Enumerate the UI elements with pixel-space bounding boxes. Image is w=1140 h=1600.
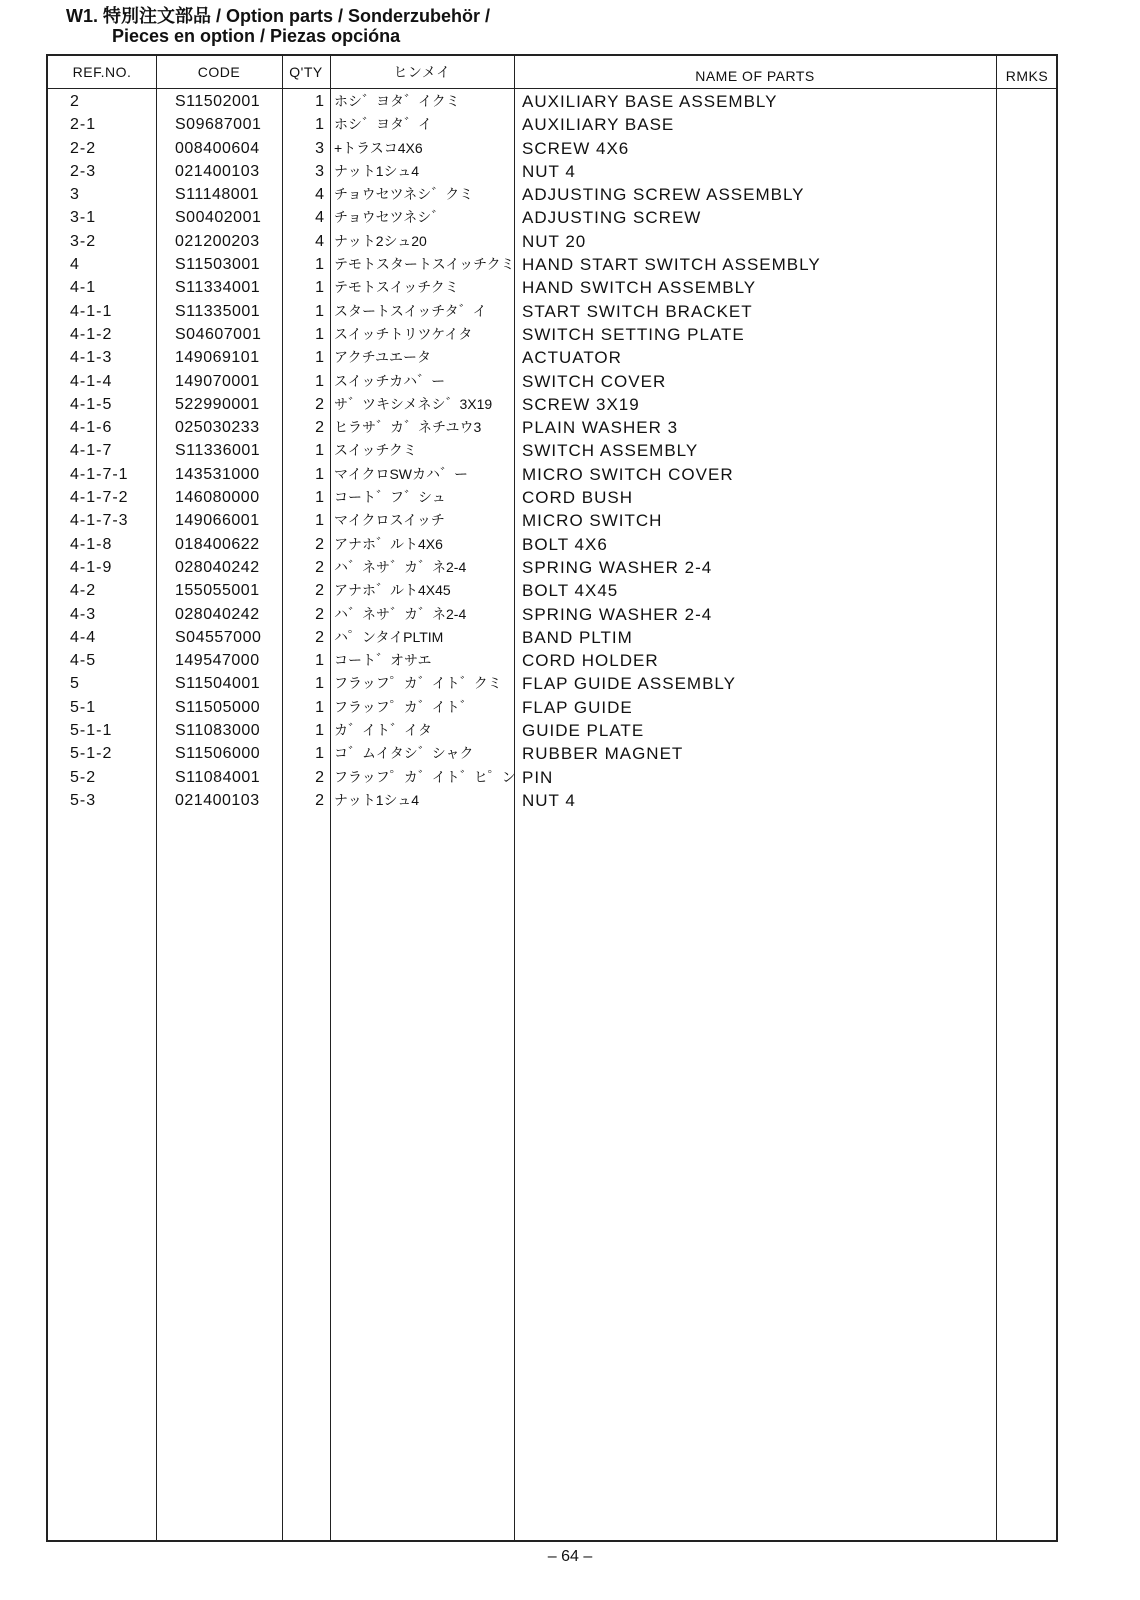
part-name-cell: PIN: [522, 767, 554, 787]
table-row: [48, 416, 1056, 439]
table-row: [48, 370, 1056, 393]
kana-name-cell: スタートスイッチタ゛イ: [334, 302, 487, 319]
ref-no-cell: 2: [70, 93, 80, 110]
table-row: [48, 230, 1056, 253]
ref-no-cell: 2-1: [70, 116, 97, 134]
ref-no-cell: 4-1-1: [70, 302, 113, 320]
part-name-cell: AUXILIARY BASE ASSEMBLY: [522, 92, 778, 111]
header-rmks: RMKS: [1005, 68, 1049, 84]
ref-no-cell: 2-2: [70, 139, 97, 157]
table-row: [48, 486, 1056, 509]
code-cell: S11505000: [175, 698, 261, 716]
qty-cell: 1: [315, 372, 324, 390]
qty-cell: 1: [315, 489, 324, 507]
qty-cell: 1: [315, 465, 324, 483]
parts-table: [46, 54, 1058, 1542]
table-row: [48, 206, 1056, 229]
table-row: [48, 90, 1056, 113]
ref-no-cell: 4-1-4: [70, 372, 113, 390]
code-cell: 025030233: [175, 419, 260, 437]
table-row: [48, 137, 1056, 160]
ref-no-cell: 2-3: [70, 162, 97, 180]
code-cell: 149069101: [175, 349, 260, 367]
qty-cell: 2: [315, 582, 324, 600]
code-cell: S11336001: [175, 442, 261, 460]
kana-name-cell: +トラスコ4X6: [334, 139, 423, 156]
table-row: [48, 393, 1056, 416]
table-row: [48, 626, 1056, 649]
code-cell: S11335001: [175, 302, 261, 320]
ref-no-cell: 4-2: [70, 582, 97, 600]
part-name-cell: SPRING WASHER 2-4: [522, 557, 713, 577]
header-ref: REF.NO.: [72, 64, 132, 80]
qty-cell: 1: [315, 279, 324, 297]
ref-no-cell: 4-3: [70, 605, 97, 623]
part-name-cell: SWITCH COVER: [522, 371, 667, 391]
table-row: [48, 183, 1056, 206]
qty-cell: 1: [315, 349, 324, 367]
qty-cell: 1: [315, 302, 324, 320]
part-name-cell: CORD BUSH: [522, 488, 634, 508]
code-cell: 522990001: [175, 395, 260, 413]
code-cell: 149066001: [175, 512, 260, 530]
part-name-cell: SWITCH ASSEMBLY: [522, 441, 699, 461]
page-title: [66, 6, 490, 46]
ref-no-cell: 4-1-7-1: [70, 465, 129, 483]
kana-name-cell: テモトスタートスイッチクミ: [334, 256, 515, 273]
table-row: [48, 509, 1056, 532]
table-row: [48, 253, 1056, 276]
qty-cell: 4: [315, 186, 324, 204]
part-name-cell: CORD HOLDER: [522, 651, 659, 671]
qty-cell: 1: [315, 442, 324, 460]
ref-no-cell: 4-1-5: [70, 395, 113, 413]
kana-name-cell: ヒラサ゛カ゛ネチユウ3: [334, 419, 482, 436]
part-name-cell: FLAP GUIDE ASSEMBLY: [522, 674, 736, 694]
qty-cell: 1: [315, 698, 324, 716]
part-name-cell: MICRO SWITCH: [522, 511, 663, 531]
table-row: [48, 579, 1056, 602]
qty-cell: 2: [315, 628, 324, 646]
header-code: CODE: [197, 64, 241, 80]
kana-name-cell: コート゛フ゛シュ: [334, 489, 446, 506]
qty-cell: 2: [315, 558, 324, 576]
table-row: [48, 300, 1056, 323]
ref-no-cell: 5-1: [70, 698, 97, 716]
table-row: [48, 346, 1056, 369]
code-cell: S04607001: [175, 325, 262, 343]
table-row: [48, 160, 1056, 183]
table-body: [48, 90, 1056, 812]
table-row: [48, 276, 1056, 299]
kana-name-cell: フラッフ゜カ゛イト゛ヒ゜ン: [334, 768, 516, 785]
qty-cell: 2: [315, 768, 324, 786]
part-name-cell: SCREW 4X6: [522, 138, 630, 158]
ref-no-cell: 4-1-7-2: [70, 489, 129, 507]
table-row: [48, 533, 1056, 556]
table-row: [48, 789, 1056, 812]
part-name-cell: ACTUATOR: [522, 348, 622, 368]
part-name-cell: MICRO SWITCH COVER: [522, 464, 734, 484]
table-row: [48, 766, 1056, 789]
part-name-cell: BAND PLTIM: [522, 627, 633, 647]
qty-cell: 1: [315, 512, 324, 530]
qty-cell: 3: [315, 139, 324, 157]
kana-name-cell: アクチユエータ: [334, 349, 432, 366]
ref-no-cell: 4-1-7-3: [70, 512, 129, 530]
ref-no-cell: 4-1-8: [70, 535, 113, 553]
ref-no-cell: 4-1-3: [70, 349, 113, 367]
qty-cell: 1: [315, 93, 324, 110]
qty-cell: 1: [315, 722, 324, 740]
table-row: [48, 696, 1056, 719]
part-name-cell: ADJUSTING SCREW: [522, 208, 702, 228]
table-row: [48, 649, 1056, 672]
qty-cell: 2: [315, 395, 324, 413]
code-cell: 021400103: [175, 791, 260, 809]
code-cell: 018400622: [175, 535, 260, 553]
kana-name-cell: コ゛ムイタシ゛シャク: [334, 745, 474, 762]
code-cell: S11502001: [175, 93, 261, 110]
ref-no-cell: 4-1: [70, 279, 97, 297]
kana-name-cell: ハ゛ネサ゛カ゛ネ2-4: [334, 605, 467, 622]
code-cell: S09687001: [175, 116, 262, 134]
part-name-cell: START SWITCH BRACKET: [522, 301, 753, 321]
header-divider: [48, 88, 1056, 89]
part-name-cell: NUT 20: [522, 231, 587, 251]
kana-name-cell: スイッチカハ゛ー: [334, 372, 446, 389]
part-name-cell: SWITCH SETTING PLATE: [522, 324, 745, 344]
part-name-cell: HAND SWITCH ASSEMBLY: [522, 278, 757, 298]
kana-name-cell: ナット2シュ20: [334, 232, 427, 249]
ref-no-cell: 5: [70, 675, 80, 693]
ref-no-cell: 3-1: [70, 209, 97, 227]
kana-name-cell: マイクロスイッチ: [334, 512, 445, 529]
kana-name-cell: アナホ゛ルト4X45: [334, 582, 451, 599]
part-name-cell: AUXILIARY BASE: [522, 115, 675, 135]
kana-name-cell: マイクロSWカハ゛ー: [334, 465, 468, 482]
code-cell: S11084001: [175, 768, 261, 786]
part-name-cell: GUIDE PLATE: [522, 721, 645, 741]
code-cell: 149070001: [175, 372, 260, 390]
qty-cell: 1: [315, 652, 324, 670]
kana-name-cell: テモトスイッチクミ: [334, 279, 459, 296]
table-row: [48, 113, 1056, 136]
kana-name-cell: アナホ゛ルト4X6: [334, 535, 443, 552]
header-kana: ヒンメイ: [393, 64, 451, 80]
code-cell: 146080000: [175, 489, 260, 507]
code-cell: 028040242: [175, 558, 260, 576]
code-cell: S11504001: [175, 675, 261, 693]
kana-name-cell: ホシ゛ヨタ゛イ: [334, 116, 432, 133]
table-row: [48, 323, 1056, 346]
qty-cell: 1: [315, 745, 324, 763]
qty-cell: 3: [315, 162, 324, 180]
title-line-1: W1. 特別注文部品 / Option parts / Sonderzubehör /: [66, 6, 491, 26]
ref-no-cell: 3-2: [70, 232, 97, 250]
ref-no-cell: 4-5: [70, 652, 97, 670]
part-name-cell: SCREW 3X19: [522, 394, 640, 414]
kana-name-cell: ハ゜ンタイPLTIM: [334, 628, 444, 645]
ref-no-cell: 4-1-9: [70, 558, 113, 576]
kana-name-cell: ホシ゛ヨタ゛イクミ: [334, 93, 460, 109]
kana-name-cell: コート゛オサエ: [334, 652, 432, 669]
table-row: [48, 603, 1056, 626]
part-name-cell: RUBBER MAGNET: [522, 744, 684, 764]
code-cell: S04557000: [175, 628, 262, 646]
kana-name-cell: チョウセツネシ゛: [334, 209, 446, 226]
part-name-cell: NUT 4: [522, 790, 576, 810]
kana-name-cell: ナット1シュ4: [334, 791, 420, 808]
page-number: – 64 –: [547, 1548, 593, 1565]
qty-cell: 4: [315, 209, 324, 227]
qty-cell: 2: [315, 535, 324, 553]
ref-no-cell: 4: [70, 256, 80, 274]
part-name-cell: SPRING WASHER 2-4: [522, 604, 713, 624]
ref-no-cell: 5-2: [70, 768, 97, 786]
title-line-2: Pieces en option / Piezas opcióna: [112, 26, 401, 46]
qty-cell: 4: [315, 232, 324, 250]
ref-no-cell: 4-1-6: [70, 419, 113, 437]
part-name-cell: ADJUSTING SCREW ASSEMBLY: [522, 185, 805, 205]
table-row: [48, 742, 1056, 765]
part-name-cell: NUT 4: [522, 161, 576, 181]
qty-cell: 1: [315, 116, 324, 134]
kana-name-cell: チョウセツネシ゛クミ: [334, 186, 474, 203]
kana-name-cell: ナット1シュ4: [334, 162, 420, 179]
ref-no-cell: 4-1-7: [70, 442, 113, 460]
kana-name-cell: スイッチトリツケイタ: [334, 325, 473, 342]
code-cell: 155055001: [175, 582, 260, 600]
kana-name-cell: カ゛イト゛イタ: [334, 722, 432, 739]
part-name-cell: FLAP GUIDE: [522, 697, 633, 717]
header-name: NAME OF PARTS: [695, 68, 815, 84]
code-cell: S11148001: [175, 186, 259, 204]
table-row: [48, 463, 1056, 486]
kana-name-cell: スイッチクミ: [334, 442, 417, 459]
part-name-cell: PLAIN WASHER 3: [522, 418, 679, 438]
kana-name-cell: フラッフ゜カ゛イト゛クミ: [334, 675, 502, 692]
table-row: [48, 556, 1056, 579]
qty-cell: 2: [315, 791, 324, 809]
qty-cell: 1: [315, 256, 324, 274]
code-cell: S11503001: [175, 256, 261, 274]
header-qty: Q'TY: [289, 64, 323, 80]
ref-no-cell: 5-1-1: [70, 722, 113, 740]
code-cell: 021200203: [175, 232, 260, 250]
qty-cell: 1: [315, 325, 324, 343]
code-cell: 143531000: [175, 465, 260, 483]
code-cell: S00402001: [175, 209, 262, 227]
table-row: [48, 439, 1056, 462]
code-cell: 149547000: [175, 652, 260, 670]
code-cell: 021400103: [175, 162, 260, 180]
qty-cell: 1: [315, 675, 324, 693]
table-row: [48, 672, 1056, 695]
code-cell: S11083000: [175, 722, 261, 740]
part-name-cell: BOLT 4X45: [522, 581, 619, 601]
ref-no-cell: 5-1-2: [70, 745, 113, 763]
ref-no-cell: 5-3: [70, 791, 97, 809]
kana-name-cell: フラッフ゜カ゛イト゛: [334, 698, 474, 715]
kana-name-cell: ハ゛ネサ゛カ゛ネ2-4: [334, 558, 467, 575]
code-cell: 028040242: [175, 605, 260, 623]
code-cell: S11506000: [175, 745, 261, 763]
kana-name-cell: サ゛ツキシメネシ゛3X19: [334, 395, 493, 412]
qty-cell: 2: [315, 419, 324, 437]
ref-no-cell: 3: [70, 186, 80, 204]
part-name-cell: HAND START SWITCH ASSEMBLY: [522, 255, 821, 275]
qty-cell: 2: [315, 605, 324, 623]
part-name-cell: BOLT 4X6: [522, 534, 608, 554]
ref-no-cell: 4-4: [70, 628, 97, 646]
code-cell: S11334001: [175, 279, 261, 297]
code-cell: 008400604: [175, 139, 260, 157]
table-row: [48, 719, 1056, 742]
ref-no-cell: 4-1-2: [70, 325, 113, 343]
